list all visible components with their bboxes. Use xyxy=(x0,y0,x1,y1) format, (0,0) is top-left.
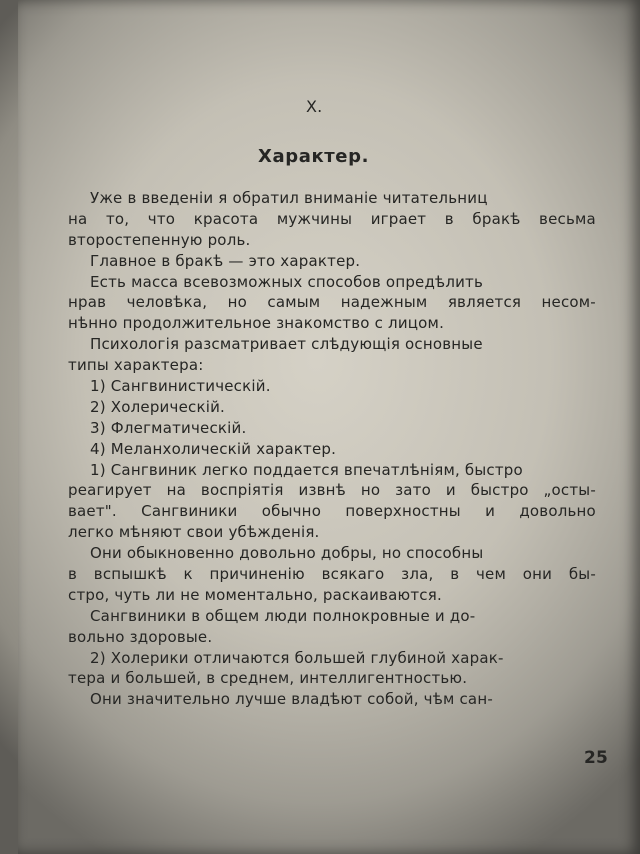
word: вает". xyxy=(68,502,117,521)
word: и xyxy=(445,481,456,500)
list-item: 4) Меланхолическiй характер. xyxy=(90,439,337,458)
word: на xyxy=(68,209,88,228)
word: Сангвиники xyxy=(141,502,238,521)
word: нрав xyxy=(68,293,107,312)
text-line xyxy=(68,501,596,522)
word: бы- xyxy=(568,565,596,584)
word: обычно xyxy=(261,502,322,521)
text-line: тера и большей, в среднем, интеллигентностью. xyxy=(68,669,468,688)
word: несом- xyxy=(541,293,596,312)
list-item: 2) Холерическiй. xyxy=(90,397,225,416)
text-line: Они обыкновенно довольно добры, но способны xyxy=(90,544,484,563)
word: довольно xyxy=(519,502,596,521)
text-line: 1) Сангвиник легко поддается впечатлѣнiям, быстро xyxy=(90,460,523,479)
word: поверхностны xyxy=(345,502,461,521)
text-line: Сангвиники в общем люди полнокровные и до- xyxy=(90,606,476,625)
word: к xyxy=(183,565,193,584)
chapter-title: Характер. xyxy=(258,146,370,167)
text-line: типы характера: xyxy=(68,356,204,375)
word: но xyxy=(227,293,247,312)
word: причиненiю xyxy=(209,565,305,584)
word: они xyxy=(522,565,553,584)
word: зла, xyxy=(401,565,434,584)
word: быстро xyxy=(470,481,529,500)
word: но xyxy=(360,481,381,500)
word: бракѣ xyxy=(472,209,521,228)
word: и xyxy=(485,502,496,521)
word: вспышкѣ xyxy=(93,565,167,584)
word: всякаго xyxy=(321,565,385,584)
word: самым xyxy=(267,293,321,312)
word: весьма xyxy=(539,209,596,228)
text-line: нѣнно продолжительное знакомство с лицом. xyxy=(68,314,445,333)
word: надежным xyxy=(340,293,428,312)
word: в xyxy=(444,209,454,228)
word: красота xyxy=(193,209,259,228)
text-line: 2) Холерики отличаются большей глубиной харак- xyxy=(90,648,504,667)
page-number: 25 xyxy=(584,748,609,768)
chapter-body-text xyxy=(68,188,596,710)
word: в xyxy=(68,565,78,584)
word: человѣка, xyxy=(126,293,208,312)
text-line: стро, чуть ли не моментально, раскаиваются. xyxy=(68,585,442,604)
text-line xyxy=(68,292,596,313)
word: извнѣ xyxy=(298,481,346,500)
chapter-number: X. xyxy=(306,97,323,116)
text-line: Есть масса всевозможных способов опредѣлить xyxy=(90,272,484,291)
word: мужчины xyxy=(276,209,353,228)
text-line xyxy=(68,564,596,585)
text-line: Главное в бракѣ — это характер. xyxy=(90,251,361,270)
word: реагирует xyxy=(68,481,152,500)
text-line: легко мѣняют свои убѣжденiя. xyxy=(68,523,320,542)
word: что xyxy=(147,209,176,228)
text-line: Уже в введенiи я обратил вниманiе читательниц xyxy=(90,189,488,207)
word: играет xyxy=(370,209,427,228)
list-item: 1) Сангвинистическiй. xyxy=(90,377,271,396)
word: на xyxy=(166,481,187,500)
text-line xyxy=(68,480,596,501)
word: „осты- xyxy=(543,481,596,500)
text-line: вольно здоровые. xyxy=(68,627,213,646)
text-line xyxy=(68,209,596,230)
word: чем xyxy=(476,565,507,584)
text-line: Психологiя разсматривает слѣдующiя основные xyxy=(90,335,483,354)
word: является xyxy=(447,293,522,312)
text-line: Они значительно лучше владѣют собой, чѣм сан- xyxy=(90,690,493,709)
list-item: 3) Флегматическiй. xyxy=(90,418,247,437)
word: зато xyxy=(395,481,431,500)
word: то, xyxy=(105,209,130,228)
word: воспрiятiя xyxy=(200,481,284,500)
text-line: второстепенную роль. xyxy=(68,230,251,249)
word: в xyxy=(450,565,460,584)
